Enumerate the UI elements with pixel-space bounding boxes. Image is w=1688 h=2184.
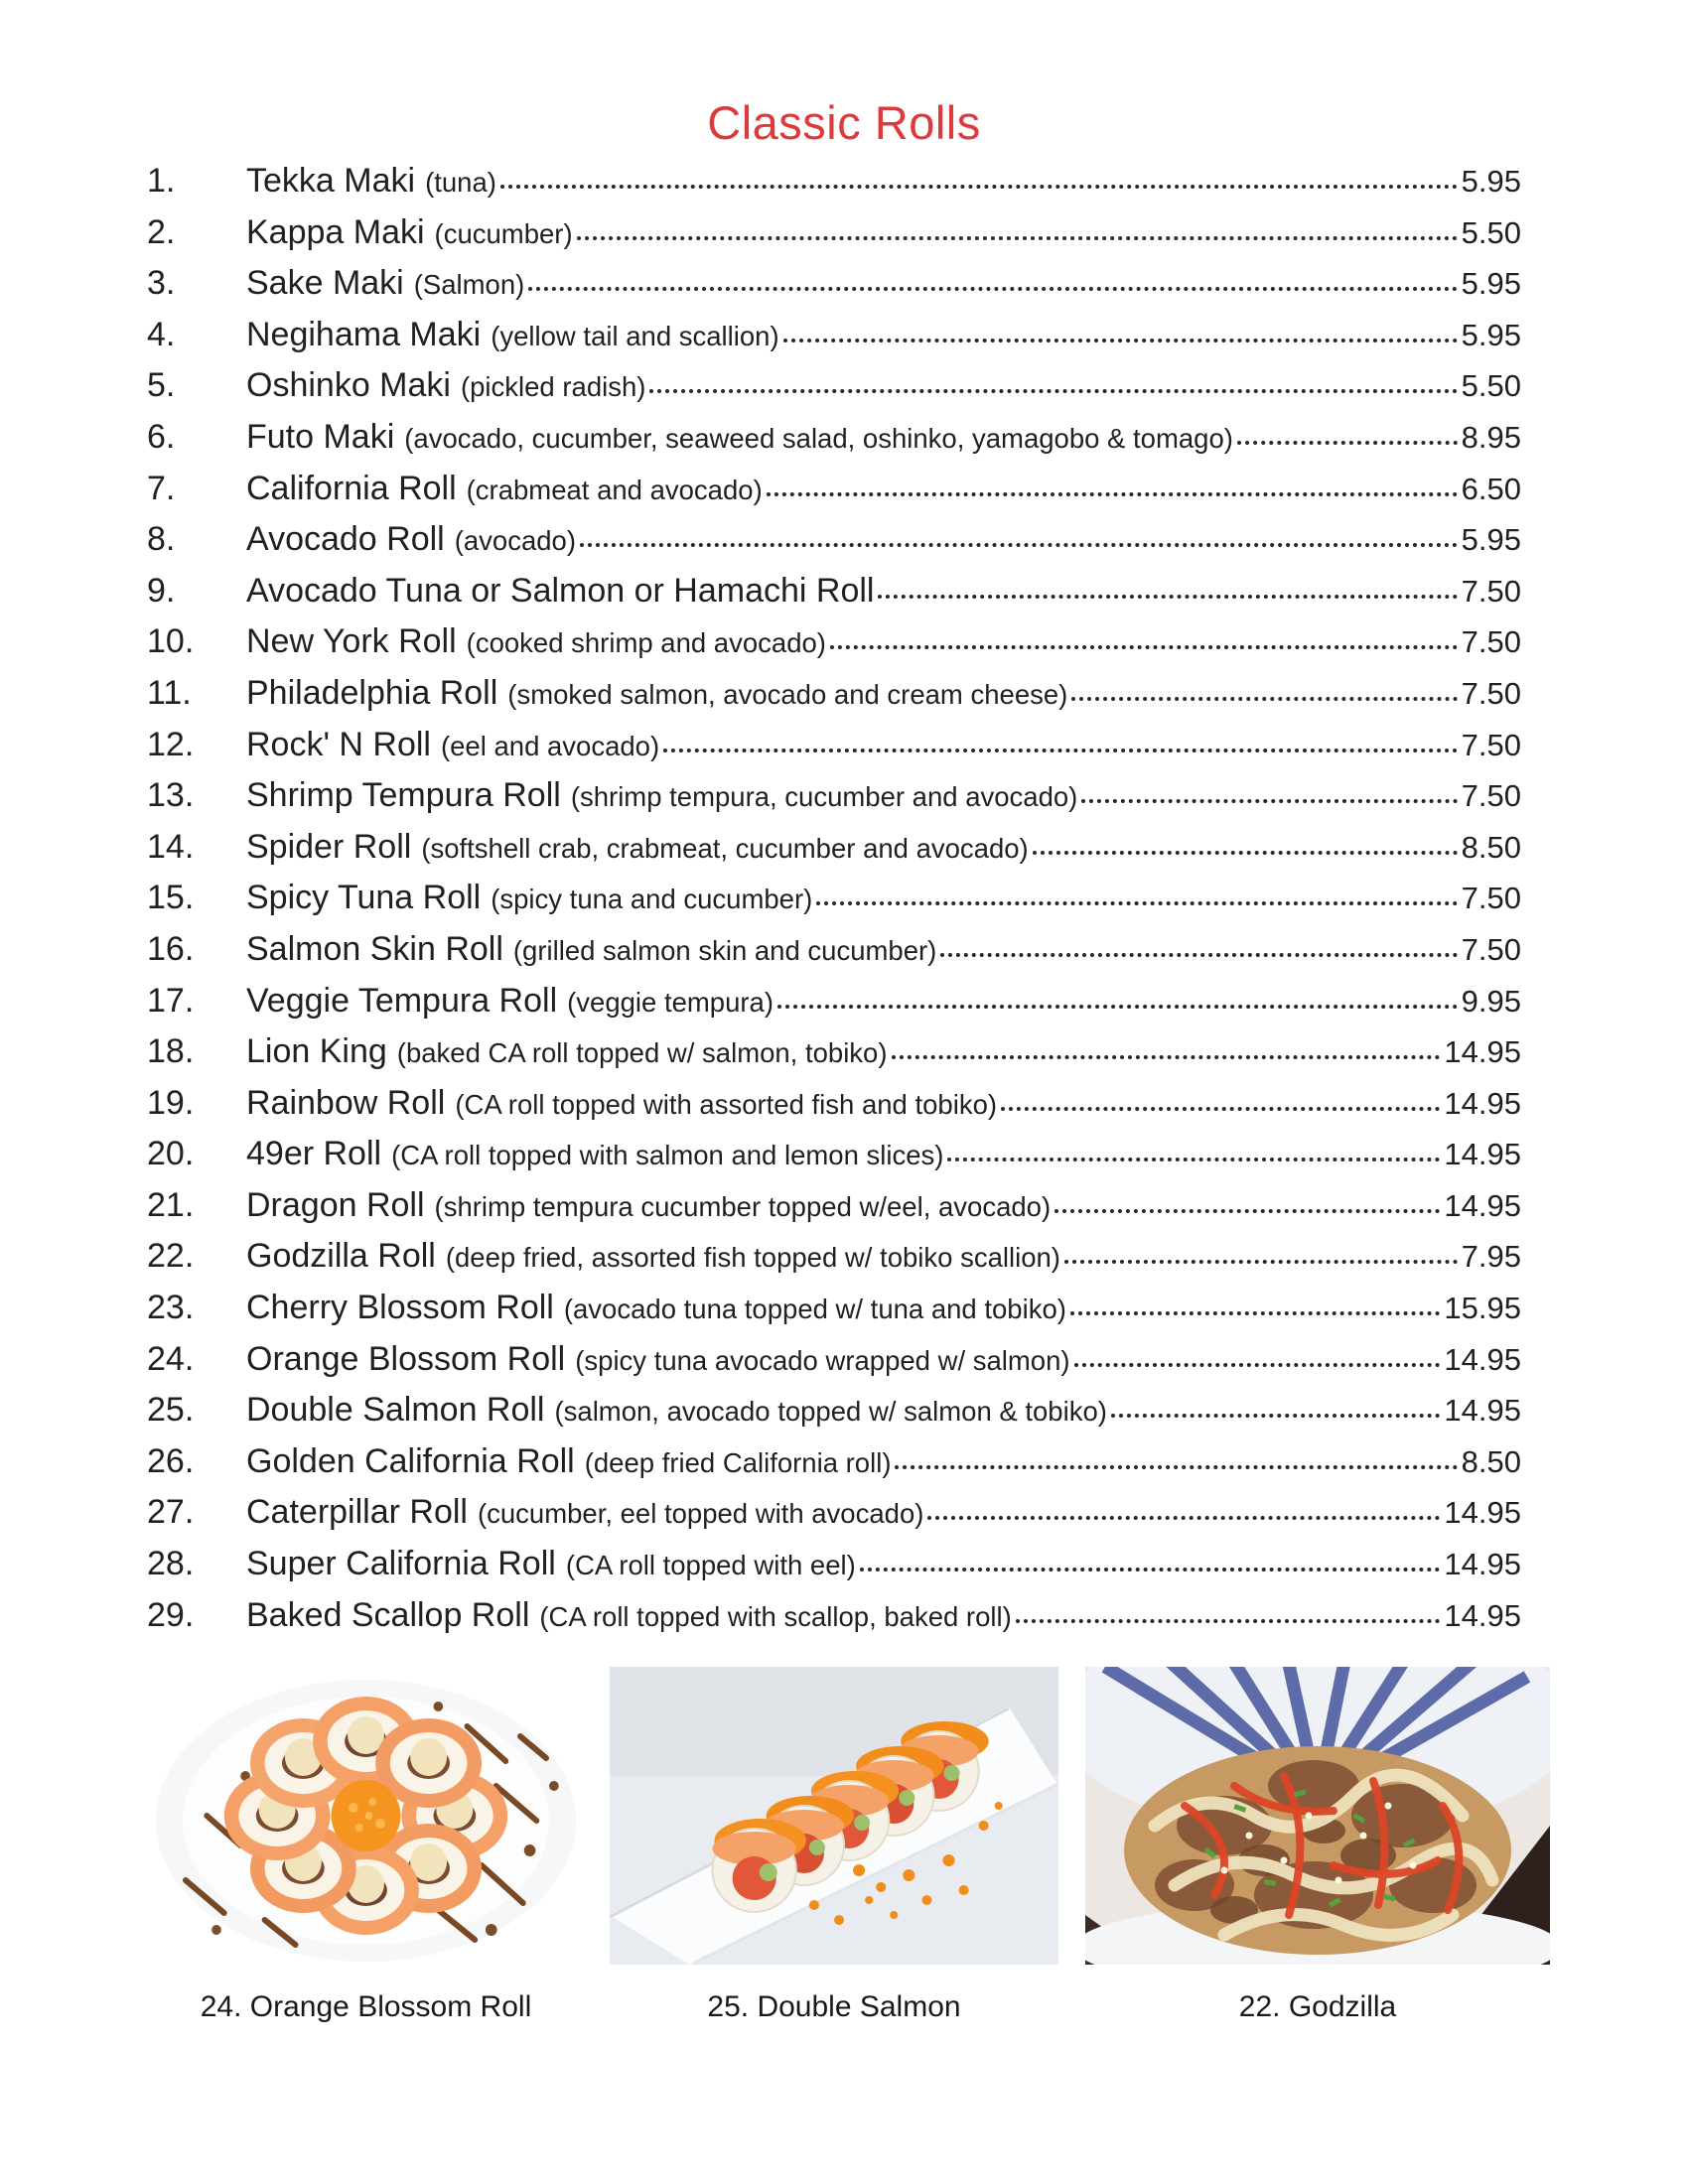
item-price: 14.95 <box>1444 1341 1521 1377</box>
dot-leader <box>577 236 1458 240</box>
photo-godzilla <box>1085 1667 1550 2024</box>
dot-leader <box>1074 1363 1441 1367</box>
item-price: 15.95 <box>1444 1291 1521 1326</box>
menu-item <box>147 470 1521 521</box>
item-name: Veggie Tempura Roll <box>246 981 558 1020</box>
item-description: (salmon, avocado topped w/ salmon & tobiko) <box>554 1396 1107 1428</box>
item-name: Sake Maki <box>246 264 404 303</box>
item-price: 14.95 <box>1444 1034 1521 1070</box>
menu-item <box>147 930 1521 982</box>
item-description: (CA roll topped with salmon and lemon slices) <box>391 1140 944 1171</box>
item-name: Double Salmon Roll <box>246 1391 545 1430</box>
item-name: Spicy Tuna Roll <box>246 879 482 917</box>
item-description: (pickled radish) <box>460 371 646 403</box>
menu-item <box>147 418 1521 470</box>
item-number: 16. <box>147 929 195 968</box>
item-name: Golden California Roll <box>246 1441 575 1480</box>
dot-leader <box>1033 851 1458 855</box>
dot-leader <box>895 1465 1457 1469</box>
dot-leader <box>947 1158 1440 1161</box>
menu-item <box>147 622 1521 674</box>
menu-item <box>147 366 1521 418</box>
menu-item <box>147 1135 1521 1186</box>
item-number: 15. <box>147 879 195 917</box>
item-number: 4. <box>147 315 176 353</box>
menu-item <box>147 572 1521 623</box>
item-price: 7.50 <box>1461 675 1521 711</box>
item-description: (yellow tail and scallion) <box>491 320 779 351</box>
item-name: Salmon Skin Roll <box>246 929 503 968</box>
dot-leader <box>1081 799 1457 803</box>
item-number: 27. <box>147 1493 195 1532</box>
item-description: (spicy tuna and cucumber) <box>491 884 813 915</box>
item-description: (avocado, cucumber, seaweed salad, oshinko, yamagobo & tomago) <box>404 422 1233 454</box>
item-description: (CA roll topped with scallop, baked roll) <box>539 1600 1012 1632</box>
dot-leader <box>1064 1260 1458 1264</box>
dot-leader <box>783 339 1458 342</box>
photo-double-salmon <box>610 1667 1058 2024</box>
item-price: 14.95 <box>1444 1085 1521 1121</box>
item-number: 20. <box>147 1135 195 1173</box>
menu-item <box>147 982 1521 1033</box>
item-description: (Salmon) <box>413 269 525 301</box>
item-description: (cooked shrimp and avocado) <box>466 627 826 659</box>
item-description: (CA roll topped with assorted fish and tobiko) <box>455 1088 998 1120</box>
item-price: 6.50 <box>1461 471 1521 506</box>
page-title: Classic Rolls <box>707 96 981 149</box>
dot-leader <box>1055 1209 1440 1213</box>
item-number: 7. <box>147 469 176 507</box>
item-number: 6. <box>147 417 176 456</box>
item-number: 25. <box>147 1391 195 1430</box>
item-number: 17. <box>147 981 195 1020</box>
item-price: 7.50 <box>1461 881 1521 916</box>
item-number: 8. <box>147 520 176 559</box>
item-name: Godzilla Roll <box>246 1237 436 1276</box>
dot-leader <box>1071 697 1457 701</box>
item-description: (tuna) <box>425 167 496 198</box>
item-price: 5.95 <box>1461 164 1521 199</box>
dot-leader <box>816 901 1457 905</box>
dot-leader <box>767 492 1458 496</box>
item-price: 7.50 <box>1461 624 1521 660</box>
dot-leader <box>528 287 1457 291</box>
item-price: 8.50 <box>1461 1443 1521 1479</box>
item-name: New York Roll <box>246 622 457 661</box>
menu-item <box>147 316 1521 367</box>
menu-item <box>147 1289 1521 1340</box>
menu-item <box>147 1596 1521 1648</box>
double-salmon-photo <box>610 1667 1058 1965</box>
dot-leader <box>1016 1619 1441 1623</box>
item-name: Negihama Maki <box>246 315 482 353</box>
item-name: 49er Roll <box>246 1135 382 1173</box>
item-name: Tekka Maki <box>246 162 416 200</box>
item-name: Lion King <box>246 1032 387 1071</box>
item-price: 5.50 <box>1461 214 1521 250</box>
item-number: 24. <box>147 1339 195 1378</box>
item-price: 9.95 <box>1461 983 1521 1019</box>
dot-leader <box>663 749 1458 752</box>
menu-item <box>147 828 1521 880</box>
item-price: 7.95 <box>1461 1239 1521 1275</box>
item-name: Philadelphia Roll <box>246 673 498 712</box>
item-name: Super California Roll <box>246 1545 556 1583</box>
item-price: 7.50 <box>1461 727 1521 762</box>
item-name: Shrimp Tempura Roll <box>246 776 561 815</box>
photo-caption: 25. Double Salmon <box>707 1990 961 2024</box>
menu-item <box>147 162 1521 213</box>
item-number: 1. <box>147 162 176 200</box>
item-name: California Roll <box>246 469 457 507</box>
item-number: 23. <box>147 1289 195 1327</box>
item-description: (deep fried California roll) <box>584 1446 892 1478</box>
menu-item <box>147 1442 1521 1494</box>
item-price: 8.95 <box>1461 419 1521 455</box>
dot-leader <box>830 645 1458 649</box>
menu-item <box>147 776 1521 828</box>
item-description: (crabmeat and avocado) <box>466 474 763 505</box>
item-number: 11. <box>147 673 192 712</box>
item-description: (grilled salmon skin and cucumber) <box>512 934 937 966</box>
item-description: (shrimp tempura, cucumber and avocado) <box>570 781 1078 813</box>
menu-item <box>147 1391 1521 1442</box>
item-description: (deep fried, assorted fish topped w/ tobiko scallion) <box>445 1242 1060 1274</box>
item-price: 8.50 <box>1461 829 1521 865</box>
menu-item <box>147 264 1521 316</box>
photo-caption: 24. Orange Blossom Roll <box>200 1990 532 2024</box>
dot-leader <box>500 185 1458 189</box>
item-price: 7.50 <box>1461 931 1521 967</box>
menu-item <box>147 879 1521 930</box>
item-name: Dragon Roll <box>246 1185 425 1224</box>
photo-caption: 22. Godzilla <box>1238 1990 1397 2024</box>
item-name: Oshinko Maki <box>246 366 451 405</box>
item-description: (cucumber, eel topped with avocado) <box>477 1498 924 1530</box>
item-name: Spider Roll <box>246 827 412 866</box>
item-name: Caterpillar Roll <box>246 1493 468 1532</box>
dot-leader <box>892 1055 1441 1059</box>
dot-leader <box>649 389 1457 393</box>
item-price: 7.50 <box>1461 778 1521 814</box>
item-description: (avocado) <box>454 525 577 557</box>
item-name: Avocado Tuna or Salmon or Hamachi Roll <box>246 571 875 610</box>
item-number: 2. <box>147 212 176 251</box>
item-description: (cucumber) <box>434 217 573 249</box>
menu-item <box>147 1032 1521 1084</box>
item-number: 12. <box>147 725 195 763</box>
photo-orange-blossom-roll <box>149 1667 583 2024</box>
item-description: (avocado tuna topped w/ tuna and tobiko) <box>563 1294 1066 1325</box>
item-price: 5.50 <box>1461 368 1521 404</box>
item-description: (softshell crab, crabmeat, cucumber and avocado) <box>421 832 1029 864</box>
menu-item <box>147 520 1521 572</box>
item-number: 29. <box>147 1595 195 1634</box>
item-price: 14.95 <box>1444 1547 1521 1582</box>
dot-leader <box>580 543 1458 547</box>
item-description: (CA roll topped with eel) <box>565 1550 856 1581</box>
item-description: (veggie tempura) <box>567 986 774 1018</box>
item-name: Rock' N Roll <box>246 725 431 763</box>
menu-item <box>147 1340 1521 1392</box>
item-name: Kappa Maki <box>246 212 425 251</box>
dot-leader <box>878 595 1457 599</box>
menu-item <box>147 726 1521 777</box>
item-number: 21. <box>147 1185 195 1224</box>
menu-item <box>147 1545 1521 1596</box>
item-price: 14.95 <box>1444 1187 1521 1223</box>
godzilla-photo <box>1085 1667 1550 1965</box>
item-number: 3. <box>147 264 176 303</box>
item-number: 9. <box>147 571 176 610</box>
item-price: 7.50 <box>1461 573 1521 609</box>
dot-leader <box>1070 1311 1441 1315</box>
item-price: 14.95 <box>1444 1597 1521 1633</box>
dot-leader <box>927 1516 1440 1520</box>
item-price: 5.95 <box>1461 266 1521 302</box>
menu-item <box>147 213 1521 265</box>
menu-item <box>147 674 1521 726</box>
item-name: Baked Scallop Roll <box>246 1595 530 1634</box>
item-description: (spicy tuna avocado wrapped w/ salmon) <box>575 1344 1070 1376</box>
item-number: 18. <box>147 1032 195 1071</box>
item-number: 5. <box>147 366 176 405</box>
photo-row <box>0 1667 1688 2024</box>
orange-blossom-roll-photo <box>149 1667 583 1965</box>
item-name: Futo Maki <box>246 417 395 456</box>
item-price: 14.95 <box>1444 1137 1521 1172</box>
item-number: 22. <box>147 1237 195 1276</box>
item-number: 28. <box>147 1545 195 1583</box>
dot-leader <box>777 1005 1458 1009</box>
menu-item <box>147 1186 1521 1238</box>
menu-item <box>147 1084 1521 1136</box>
item-description: (baked CA roll topped w/ salmon, tobiko) <box>396 1037 888 1069</box>
dot-leader <box>1001 1107 1440 1111</box>
item-name: Rainbow Roll <box>246 1083 446 1122</box>
item-number: 10. <box>147 622 195 661</box>
item-number: 13. <box>147 776 195 815</box>
dot-leader <box>940 953 1457 957</box>
dot-leader <box>1237 441 1458 445</box>
item-description: (shrimp tempura cucumber topped w/eel, avocado) <box>434 1190 1052 1222</box>
item-price: 5.95 <box>1461 522 1521 558</box>
item-description: (eel and avocado) <box>440 730 660 761</box>
item-number: 19. <box>147 1083 195 1122</box>
item-name: Cherry Blossom Roll <box>246 1289 554 1327</box>
dot-leader <box>860 1568 1441 1571</box>
dot-leader <box>1111 1414 1441 1418</box>
menu-list <box>0 162 1688 1647</box>
menu-item <box>147 1237 1521 1289</box>
item-name: Avocado Roll <box>246 520 445 559</box>
item-description: (smoked salmon, avocado and cream cheese) <box>507 678 1068 710</box>
item-name: Orange Blossom Roll <box>246 1339 566 1378</box>
item-price: 14.95 <box>1444 1393 1521 1429</box>
item-price: 5.95 <box>1461 317 1521 352</box>
item-number: 26. <box>147 1441 195 1480</box>
menu-item <box>147 1493 1521 1545</box>
item-number: 14. <box>147 827 195 866</box>
item-price: 14.95 <box>1444 1495 1521 1531</box>
